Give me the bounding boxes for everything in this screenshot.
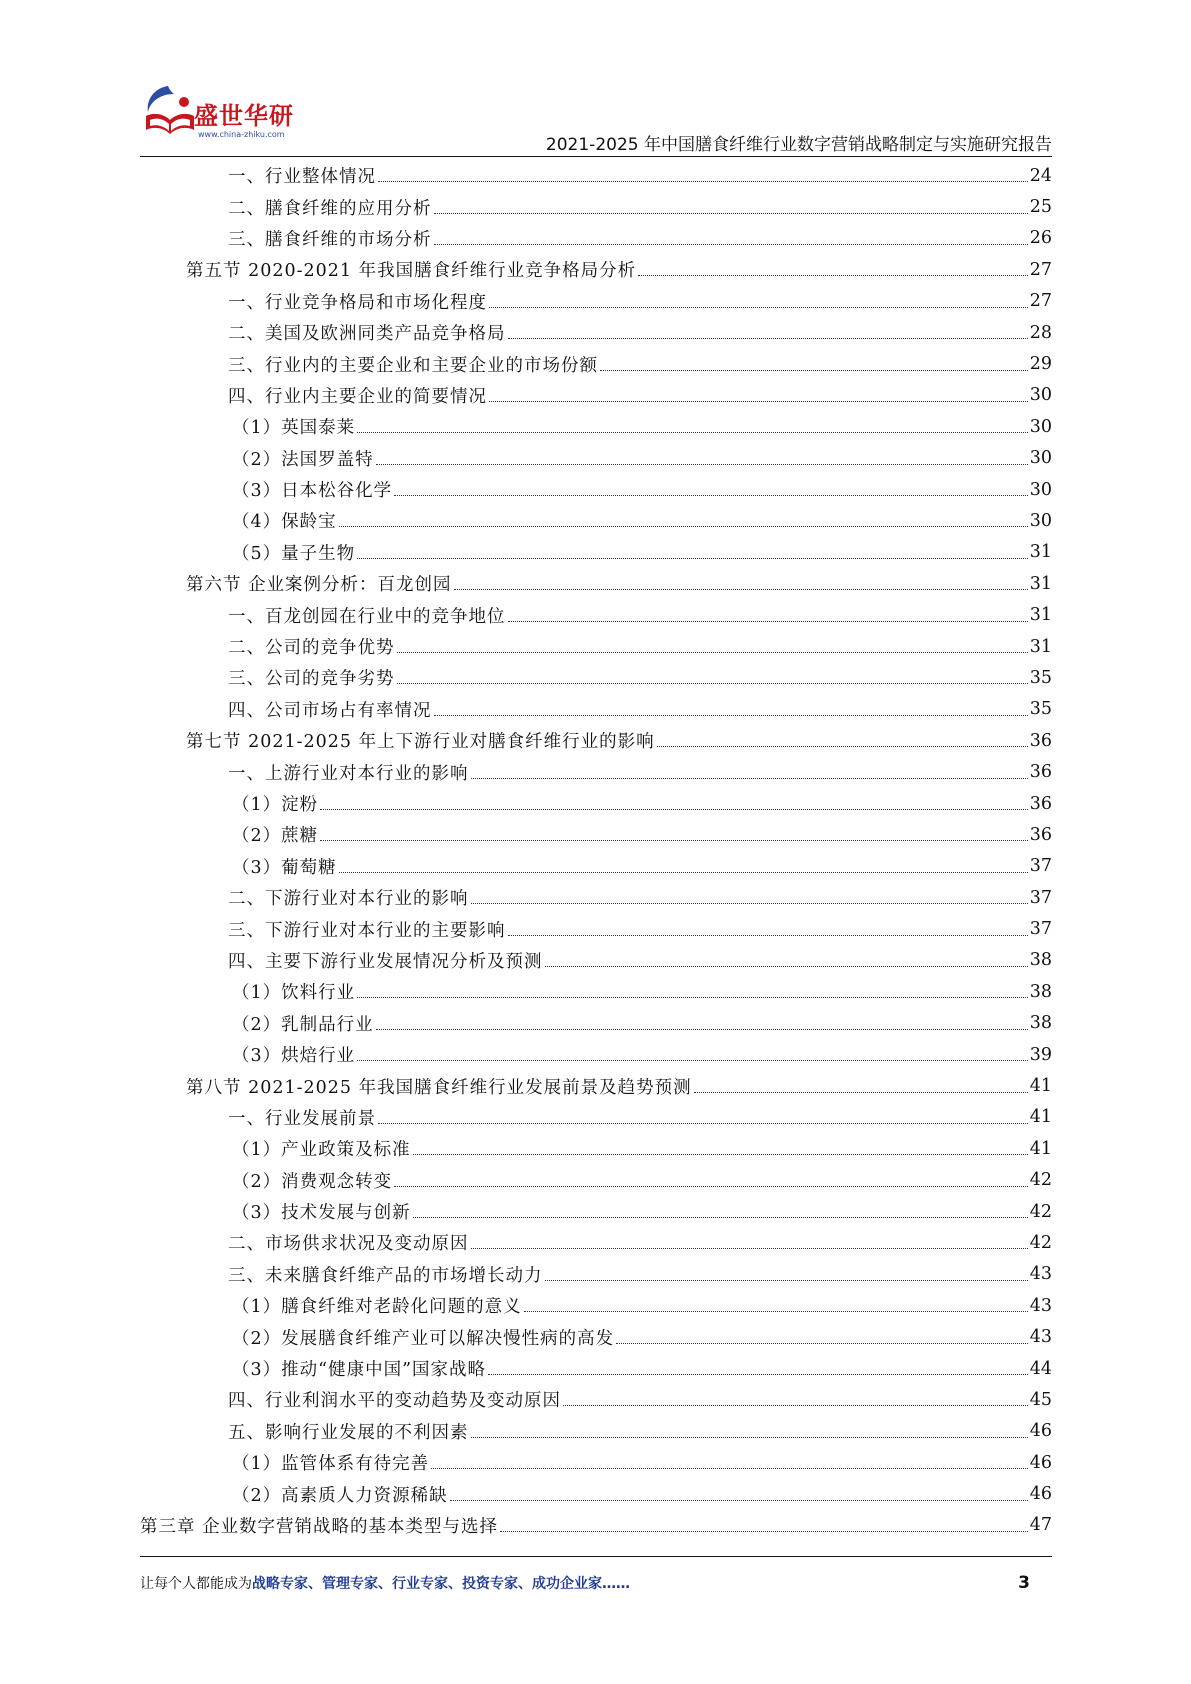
toc-entry-page: 25 (1029, 197, 1052, 218)
toc-entry-page: 31 (1029, 573, 1052, 594)
toc-entry[interactable] (140, 1133, 1052, 1164)
toc-entry-page: 39 (1029, 1044, 1052, 1065)
toc-entry[interactable] (140, 1353, 1052, 1384)
toc-entry[interactable] (140, 631, 1052, 662)
toc-dot-leader (357, 432, 1028, 433)
toc-entry-page: 31 (1029, 605, 1052, 626)
toc-entry-page: 38 (1029, 1013, 1052, 1034)
toc-entry[interactable] (140, 819, 1052, 850)
toc-entry[interactable] (140, 380, 1052, 411)
toc-entry-title: （2）蔗糖 (232, 826, 319, 847)
toc-dot-leader (524, 1311, 1028, 1312)
toc-entry[interactable] (140, 348, 1052, 379)
toc-entry[interactable] (140, 662, 1052, 693)
brand-url: www.china-zhiku.com (198, 130, 285, 139)
toc-entry-page: 42 (1029, 1170, 1052, 1191)
toc-entry-page: 41 (1029, 1138, 1052, 1159)
toc-dot-leader (638, 275, 1028, 276)
toc-entry-page: 38 (1029, 950, 1052, 971)
toc-entry-title: （1）产业政策及标准 (232, 1140, 411, 1161)
toc-dot-leader (489, 401, 1028, 402)
toc-entry[interactable] (140, 976, 1052, 1007)
toc-entry-page: 26 (1029, 228, 1052, 249)
logo-book-icon (140, 82, 200, 144)
toc-entry-title: 一、行业发展前景 (228, 1108, 376, 1129)
toc-dot-leader (397, 652, 1028, 653)
toc-entry-page: 36 (1029, 824, 1052, 845)
toc-entry-title: 第三章 企业数字营销战略的基本类型与选择 (140, 1516, 499, 1537)
toc-entry-title: 五、影响行业发展的不利因素 (228, 1422, 469, 1443)
toc-entry[interactable] (140, 788, 1052, 819)
toc-entry-title: 三、下游行业对本行业的主要影响 (228, 920, 506, 941)
toc-dot-leader (471, 778, 1028, 779)
brand-name: 盛世华研 (194, 102, 294, 130)
toc-entry-title: （2）发展膳食纤维产业可以解决慢性病的高发 (232, 1328, 615, 1349)
toc-dot-leader (320, 809, 1028, 810)
toc-entry[interactable] (140, 443, 1052, 474)
toc-entry-title: 四、行业利润水平的变动趋势及变动原因 (228, 1391, 561, 1412)
toc-entry-page: 42 (1029, 1232, 1052, 1253)
toc-entry-page: 47 (1029, 1515, 1052, 1536)
toc-entry[interactable] (140, 568, 1052, 599)
page-header (140, 80, 1052, 160)
toc-entry-title: （3）日本松谷化学 (232, 481, 393, 502)
toc-dot-leader (500, 1531, 1028, 1532)
toc-entry-title: （4）保龄宝 (232, 512, 337, 533)
toc-entry-title: （2）消费观念转变 (232, 1171, 393, 1192)
toc-dot-leader (471, 1248, 1028, 1249)
toc-dot-leader (489, 307, 1028, 308)
toc-entry-title: 一、上游行业对本行业的影响 (228, 763, 469, 784)
page-number: 3 (1018, 1573, 1030, 1593)
toc-entry-page: 41 (1029, 1076, 1052, 1097)
toc-dot-leader (488, 1374, 1028, 1375)
toc-dot-leader (471, 903, 1028, 904)
toc-entry-title: 二、市场供求状况及变动原因 (228, 1234, 469, 1255)
toc-entry-title: （2）高素质人力资源稀缺 (232, 1485, 448, 1506)
toc-entry-title: （5）量子生物 (232, 543, 356, 564)
toc-dot-leader (563, 1405, 1028, 1406)
toc-dot-leader (394, 495, 1028, 496)
toc-entry-title: （1）监管体系有待完善 (232, 1454, 430, 1475)
toc-entry[interactable] (140, 254, 1052, 285)
toc-entry[interactable] (140, 1196, 1052, 1227)
toc-entry-title: （1）淀粉 (232, 795, 319, 815)
toc-entry-title: （1）英国泰莱 (232, 418, 356, 439)
toc-entry[interactable] (140, 191, 1052, 222)
page-footer (140, 1573, 1052, 1597)
footer-slogan-roles: 战略专家、管理专家、行业专家、投资专家、成功企业家…… (252, 1576, 630, 1592)
toc-entry-page: 41 (1029, 1107, 1052, 1128)
toc-dot-leader (508, 338, 1028, 339)
toc-entry-page: 36 (1029, 762, 1052, 783)
toc-entry[interactable] (140, 1259, 1052, 1290)
toc-entry-title: 第六节 企业案例分析：百龙创园 (186, 575, 452, 596)
toc-entry-page: 37 (1029, 919, 1052, 940)
toc-entry-title: 四、公司市场占有率情况 (228, 700, 432, 721)
toc-dot-leader (431, 1468, 1028, 1469)
toc-dot-leader (508, 935, 1028, 936)
toc-entry-page: 46 (1029, 1452, 1052, 1473)
toc-entry[interactable] (140, 725, 1052, 756)
toc-entry-title: 四、主要下游行业发展情况分析及预测 (228, 951, 543, 972)
toc-entry-title: （1）饮料行业 (232, 983, 356, 1004)
toc-entry[interactable] (140, 694, 1052, 725)
toc-entry-page: 29 (1029, 354, 1052, 375)
toc-entry-page: 30 (1029, 479, 1052, 500)
report-title: 2021-2025 年中国膳食纤维行业数字营销战略制定与实施研究报告 (545, 135, 1052, 155)
toc-entry[interactable] (140, 882, 1052, 913)
toc-entry-page: 30 (1029, 448, 1052, 469)
toc-entry-title: （3）推动“健康中国”国家战略 (232, 1360, 487, 1381)
toc-entry[interactable] (140, 1039, 1052, 1070)
toc-entry[interactable] (140, 1165, 1052, 1196)
toc-entry-title: 第五节 2020-2021 年我国膳食纤维行业竞争格局分析 (186, 261, 637, 282)
footer-slogan-prefix: 让每个人都能成为 (140, 1576, 252, 1592)
toc-entry[interactable] (140, 1102, 1052, 1133)
toc-entry-page: 43 (1029, 1264, 1052, 1285)
toc-dot-leader (357, 558, 1028, 559)
toc-entry-page: 36 (1029, 730, 1052, 751)
toc-entry-title: 三、未来膳食纤维产品的市场增长动力 (228, 1265, 543, 1286)
toc-dot-leader (339, 526, 1028, 527)
toc-entry[interactable] (140, 1447, 1052, 1478)
toc-dot-leader (454, 589, 1028, 590)
toc-entry-page: 42 (1029, 1201, 1052, 1222)
toc-dot-leader (694, 1092, 1028, 1093)
toc-entry-title: 二、公司的竞争优势 (228, 638, 395, 659)
toc-entry-title: 四、行业内主要企业的简要情况 (228, 386, 487, 407)
toc-entry-title: 二、下游行业对本行业的影响 (228, 889, 469, 910)
toc-entry-title: 三、公司的竞争劣势 (228, 669, 395, 690)
toc-entry[interactable] (140, 223, 1052, 254)
toc-dot-leader (471, 1437, 1028, 1438)
toc-entry-page: 43 (1029, 1295, 1052, 1316)
toc-dot-leader (397, 683, 1028, 684)
toc-entry-page: 45 (1029, 1389, 1052, 1410)
toc-entry-title: （2）法国罗盖特 (232, 449, 374, 470)
header-divider (140, 156, 1052, 157)
toc-entry[interactable] (140, 505, 1052, 536)
toc-entry[interactable] (140, 599, 1052, 630)
toc-dot-leader (413, 1154, 1028, 1155)
toc-entry-title: 一、行业竞争格局和市场化程度 (228, 292, 487, 313)
toc-entry[interactable] (140, 1070, 1052, 1101)
toc-dot-leader (394, 1186, 1028, 1187)
toc-entry-page: 24 (1029, 165, 1052, 186)
toc-dot-leader (434, 244, 1028, 245)
toc-entry[interactable] (140, 1384, 1052, 1415)
toc-entry-page: 31 (1029, 542, 1052, 563)
toc-entry[interactable] (140, 1290, 1052, 1321)
toc-dot-leader (434, 715, 1028, 716)
toc-entry-title: （2）乳制品行业 (232, 1014, 374, 1035)
toc-entry[interactable] (140, 411, 1052, 442)
toc-entry-page: 37 (1029, 887, 1052, 908)
toc-entry-title: 第七节 2021-2025 年上下游行业对膳食纤维行业的影响 (186, 732, 655, 753)
toc-entry-title: （3）烘焙行业 (232, 1046, 356, 1067)
toc-entry[interactable] (140, 474, 1052, 505)
toc-entry[interactable] (140, 756, 1052, 787)
toc-entry[interactable] (140, 945, 1052, 976)
toc-entry-page: 46 (1029, 1484, 1052, 1505)
toc-entry-title: （3）技术发展与创新 (232, 1203, 411, 1224)
toc-entry-title: 第八节 2021-2025 年我国膳食纤维行业发展前景及趋势预测 (186, 1077, 692, 1098)
toc-entry-page: 46 (1029, 1421, 1052, 1442)
toc-entry-page: 28 (1029, 322, 1052, 343)
toc-entry-title: 一、行业整体情况 (228, 167, 376, 188)
toc-entry-page: 38 (1029, 981, 1052, 1002)
toc-dot-leader (616, 1343, 1028, 1344)
toc-dot-leader (434, 213, 1028, 214)
toc-dot-leader (320, 840, 1028, 841)
toc-dot-leader (378, 181, 1028, 182)
toc-entry-title: 一、百龙创园在行业中的竞争地位 (228, 606, 506, 627)
toc-dot-leader (508, 621, 1028, 622)
toc-entry[interactable] (140, 1510, 1052, 1541)
toc-entry-page: 27 (1029, 291, 1052, 312)
toc-entry[interactable] (140, 1478, 1052, 1509)
toc-entry[interactable] (140, 1416, 1052, 1447)
toc-dot-leader (545, 1280, 1028, 1281)
toc-entry-title: 三、行业内的主要企业和主要企业的市场份额 (228, 355, 598, 376)
toc-entry[interactable] (140, 286, 1052, 317)
toc-entry-page: 35 (1029, 699, 1052, 720)
toc-entry-page: 30 (1029, 510, 1052, 531)
toc-entry[interactable] (140, 1321, 1052, 1352)
toc-entry[interactable] (140, 160, 1052, 191)
toc-entry-title: （3）葡萄糖 (232, 857, 337, 878)
company-logo (140, 82, 320, 152)
footer-divider (140, 1556, 1052, 1557)
toc-dot-leader (600, 370, 1028, 371)
toc-dot-leader (376, 464, 1028, 465)
toc-entry-page: 30 (1029, 385, 1052, 406)
table-of-contents (140, 160, 1052, 1541)
toc-entry-page: 36 (1029, 793, 1052, 814)
toc-dot-leader (657, 746, 1028, 747)
toc-entry[interactable] (140, 913, 1052, 944)
toc-dot-leader (357, 1060, 1028, 1061)
toc-entry-page: 27 (1029, 259, 1052, 280)
toc-entry-page: 44 (1029, 1358, 1052, 1379)
toc-dot-leader (339, 872, 1028, 873)
toc-dot-leader (450, 1500, 1028, 1501)
toc-entry[interactable] (140, 1227, 1052, 1258)
toc-entry[interactable] (140, 1008, 1052, 1039)
toc-entry-page: 31 (1029, 636, 1052, 657)
toc-entry-page: 43 (1029, 1327, 1052, 1348)
toc-entry-title: 二、美国及欧洲同类产品竞争格局 (228, 324, 506, 345)
toc-entry[interactable] (140, 317, 1052, 348)
toc-entry-page: 35 (1029, 667, 1052, 688)
toc-dot-leader (378, 1123, 1028, 1124)
toc-entry-title: （1）膳食纤维对老龄化问题的意义 (232, 1297, 522, 1318)
toc-dot-leader (413, 1217, 1028, 1218)
toc-dot-leader (357, 997, 1028, 998)
toc-entry[interactable] (140, 851, 1052, 882)
toc-entry-page: 37 (1029, 856, 1052, 877)
toc-dot-leader (376, 1029, 1028, 1030)
toc-entry-page: 30 (1029, 416, 1052, 437)
toc-entry-title: 三、膳食纤维的市场分析 (228, 229, 432, 250)
toc-entry-title: 二、膳食纤维的应用分析 (228, 198, 432, 219)
toc-entry[interactable] (140, 537, 1052, 568)
toc-dot-leader (545, 966, 1028, 967)
